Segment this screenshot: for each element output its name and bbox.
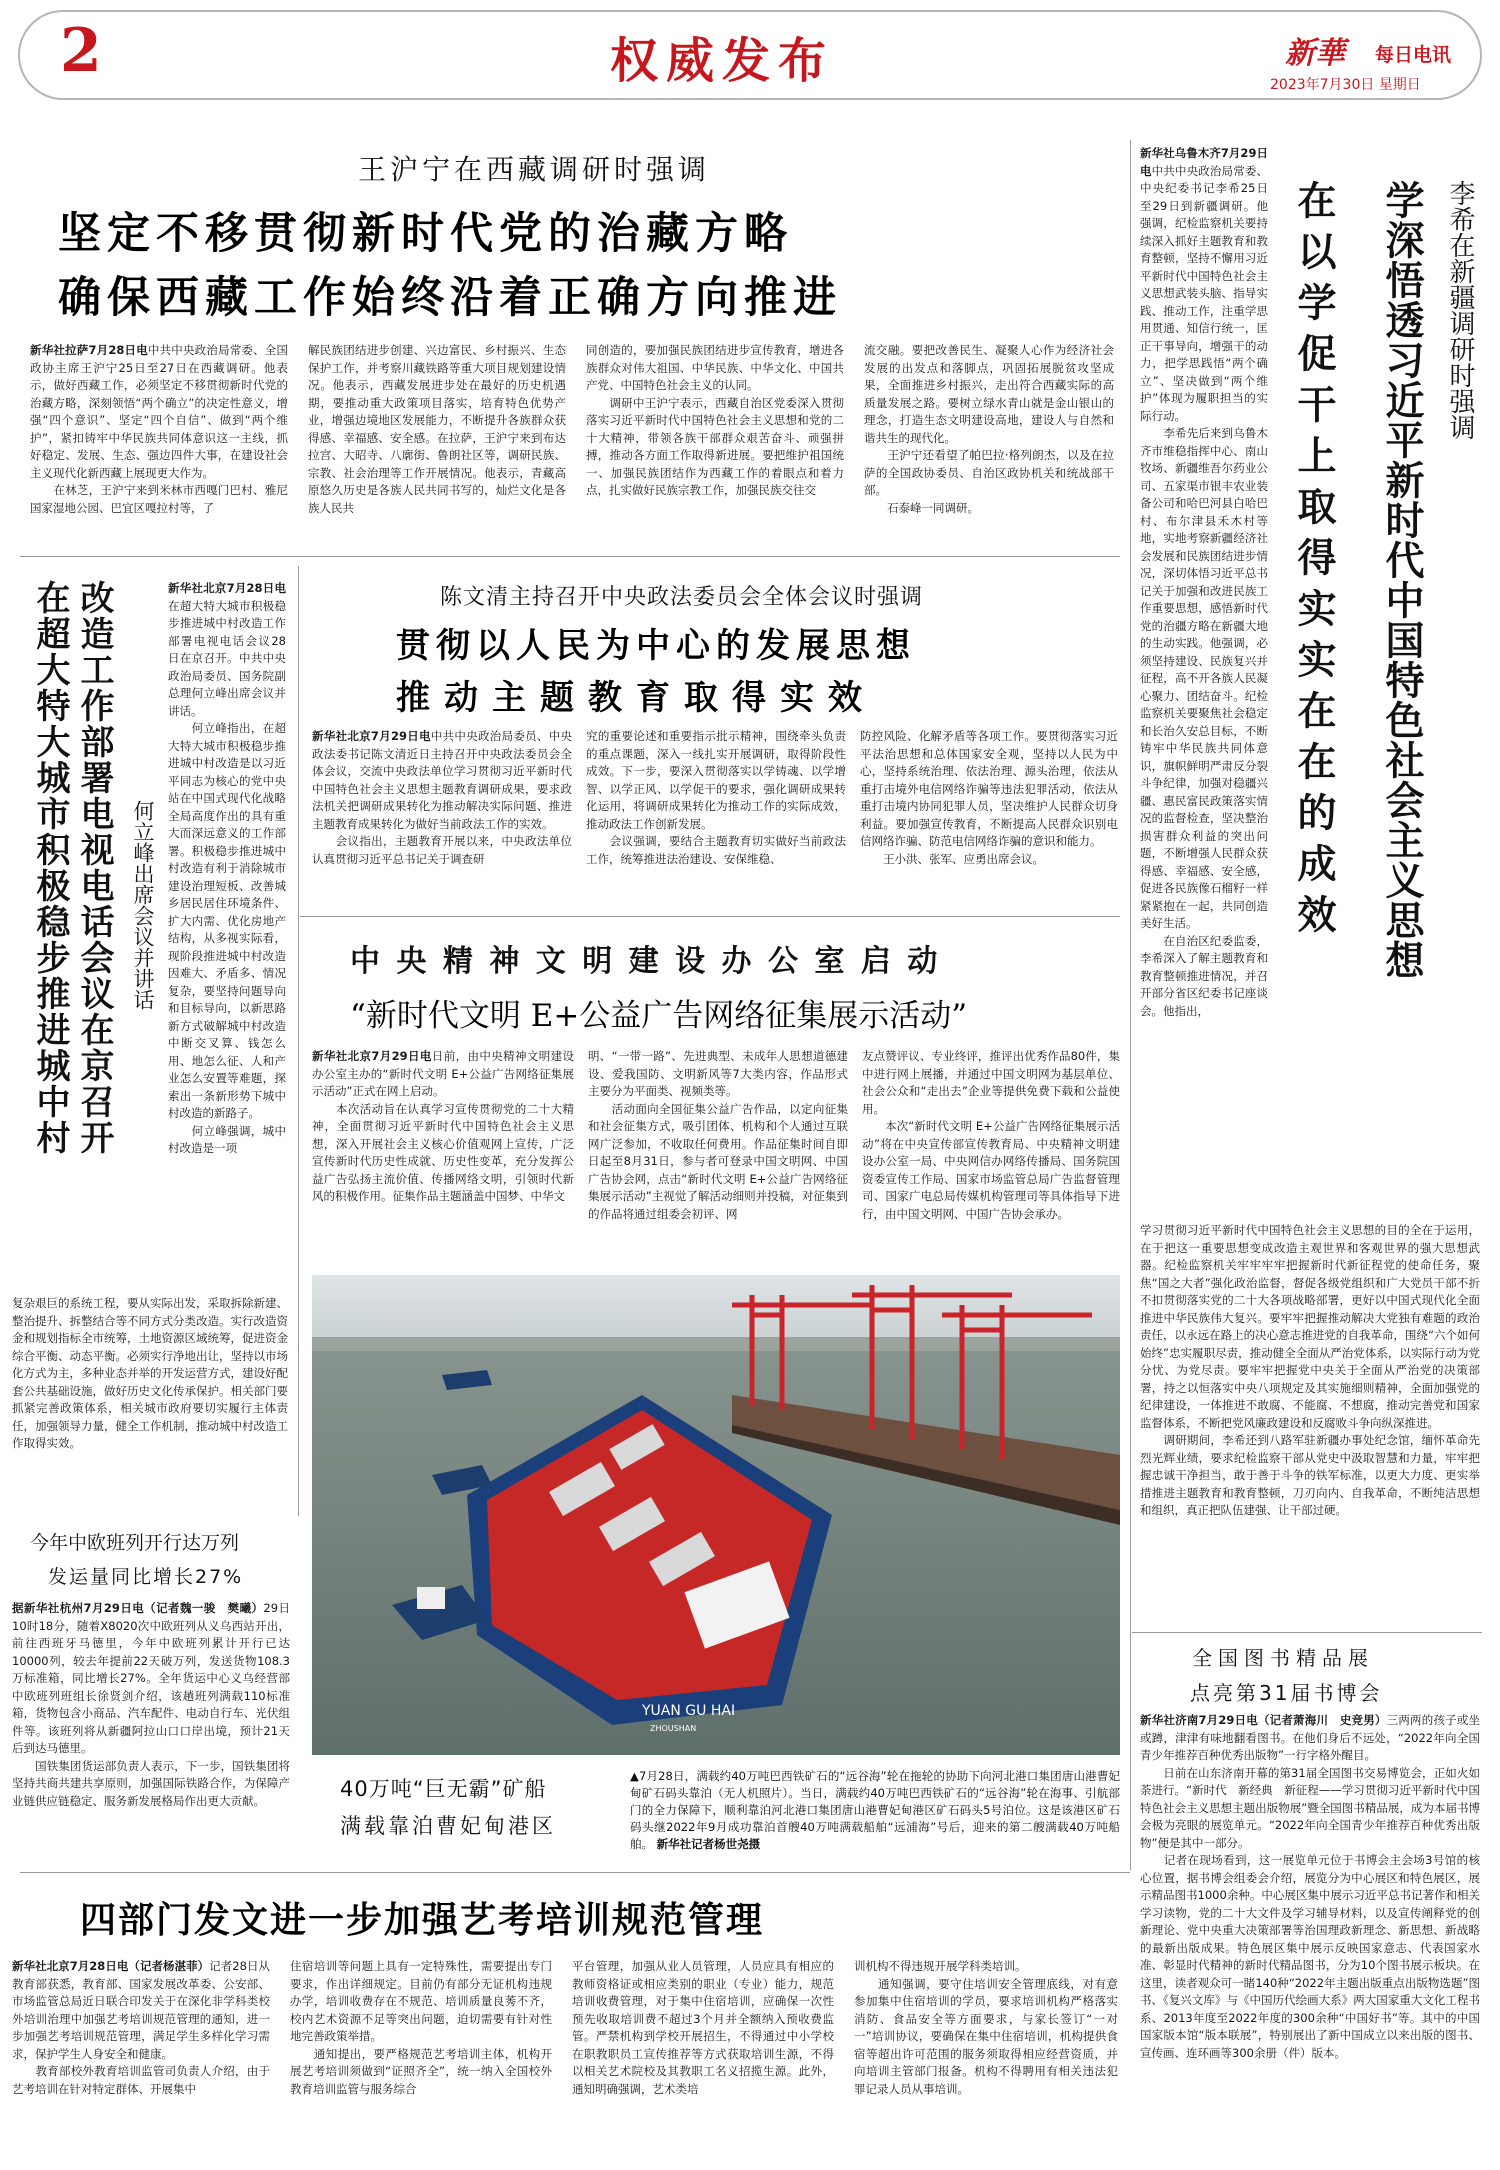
- article7-body-text: 三两两的孩子或坐或蹲，津津有味地翻看图书。在他们身后不远处，“2022年向全国青少年推荐百种优秀出版物”一行字格外醒目。 日前在山东济南开幕的第31届全国图书交易博览会，正如火如荼进行。“新时代 新经典 新征程——学习贯彻习近平新时代中国特色社会主义思想主题出版物展”暨全国图书精品展，成为本届书博会极为亮眼的展览单元。“2022年向全国青少年推荐百种优秀出版物”便是其中一部分。 记者在现场看到，这一展览单元位于书博会主会场3号馆的核心位置，据书博会组委会介绍，展览分为中心展区和特色展区，展示精品图书1000余种。中心展区集中展示习近平总书记著作和相关学习读物，党的二十大文件及学习辅导材料，以及宣传阐释党的创新理论、党中央重大决策部署等治国理政新理念、新思想、新战略的最新出版成果。特色展区集中展示反映国家意志、代表国家水准、彰显时代精神的新时代精品图书，分为10个图书展示板块。在这里，读者观众可一睹140种“2022年主题出版重点出版物选题”图书、《复兴文库》与《中国历代绘画大系》两大国家重大文化工程书系、2013年度至2022年度的300余种“中国好书”等。其中的中国国家版本馆“版本联展”，特别展出了新中国成立以来出版的图书、宣传画、连环画等300余册（件）版本。: [1140, 1713, 1480, 2060]
- article3-headline-line2: 推动主题教育取得实效: [396, 678, 876, 718]
- article8-col3: 平台管理，加强从业人员管理，人员应具有相应的教师资格证或相应类别的职业（专业）能力，规范培训收费管理，对于集中住宿培训，应确保一次性预先收取培训费不超过3个月并全额纳入预收费监管。严禁机构到学校开展招生，不得通过中小学校在职教职员工宣传推荐等方式获取培训生源，不得以相关艺术院校及其教职工名义招揽生源。此外，通知明确强调，艺术类培: [572, 1959, 834, 2096]
- article1-kicker: 王沪宁在西藏调研时强调: [358, 153, 711, 186]
- article3-col1-text: 中共中央政治局委员、中央政法委书记陈文清近日主持召开中央政法委员会全体会议，交流中央政法单位学习贯彻习近平新时代中国特色社会主义思想主题教育调研成果，要求政法机关把调研成果转化为推动解决实际问题、推进主题教育成果转化为做好当前政法工作的实效。 会议指出，主题教育开展以来，中央政法单位认真贯彻习近平总书记关于调查研: [312, 729, 572, 866]
- article6-body-text: 29日10时18分，随着X8020次中欧班列从义乌西站开出，前往西班牙马德里，今年中欧班列累计开行已达10000列，较去年提前22天破万列，发送货物108.3万标准箱，同比增长27%。全年货运中心义乌经营部中欧班列班组长徐贤剑介绍，该趟班列满载110标准箱，货物包含小商品、汽车配件、电动自行车、光伏组件等。该班列将从新疆阿拉山口口岸出境，预计21天后到达马德里。 国铁集团货运部负责人表示，下一步，国铁集团将坚持共商共建共享原则，加强国际铁路合作，为保障产业链供应链稳定、服务新发展格局作出更大贡献。: [12, 1601, 290, 1808]
- article6-dateline: 据新华社杭州7月29日电（记者魏一骏 樊曦）: [12, 1601, 264, 1615]
- article5-col-bottom: 学习贯彻习近平新时代中国特色社会主义思想的目的全在于运用，在于把这一重要思想变成改造主观世界和客观世界的强大思想武器。纪检监察机关牢牢牢牢把握新时代新征程党的使命任务，聚焦“国之大者”强化政治监督，督促各级党组织和广大党员干部不折不扣贯彻落实党的二十大各项战略部署，更好以中国式现代化全面推进中华民族伟大复兴。要牢牢把握推动解决大党独有难题的政治责任，以永远在路上的决心意志推进党的自我革命，围绕“六个如何始终”忠实履职尽责，推动健全全面从严治党体系，以实际行动为党分忧、为党尽责。要牢牢把握党中央关于全面从严治党的决策部署，持之以恒落实中央八项规定及其实施细则精神，全面加强党的纪律建设，一体推进不敢腐、不能腐、不想腐，推动完善党和国家监督体系，不断把党风廉政建设和反腐败斗争向纵深推进。 调研期间，李希还到八路军驻新疆办事处纪念馆，缅怀革命先烈光辉业绩，要求纪检监察干部从党史中汲取智慧和力量，牢牢把握忠诚干净担当，敢于善于斗争的铁军标准，以更大力度、更实举措推进主题教育和教育整顿，刀刃向内、自我革命，不断纯洁思想和组织，真正把队伍建强、让干部过硬。: [1140, 1223, 1480, 1517]
- article1-col2: 解民族团结进步创建、兴边富民、乡村振兴、生态保护工作，并考察川藏铁路等重大项目规划建设情况。他表示，西藏发展进步处在最好的历史机遇期，要推动重大政策项目落实，培育特色优势产业，增强边境地区发展能力，不断提升各族群众获得感、幸福感、安全感。在拉萨，王沪宁来到布达拉宫、大昭寺、八廓街、鲁朗社区等，调研民族、宗教、社会治理等工作开展情况。他表示，青藏高原悠久历史是各族人民共同书写的，灿烂文化是各族人民共: [308, 343, 566, 515]
- photo-caption-text: ▲7月28日，满载约40万吨巴西铁矿石的“远谷海”轮在拖轮的协助下向河北港口集团唐山港曹妃甸矿石码头靠泊（无人机照片）。当日，满载约40万吨巴西铁矿石的“远谷海”轮在海事、引航部门的全力保障下，顺利靠泊河北港口集团唐山港曹妃甸港区矿石码头5号泊位。这是该港区矿石码头继2022年9月成功靠泊首艘40万吨满载船舶“远浦海”号后，迎来的第二艘满载40万吨船舶。: [630, 1769, 1120, 1851]
- photo-caption: [630, 1768, 1120, 1868]
- article7-body: [1140, 1712, 1480, 2162]
- article7-headline-line1: 全国图书精品展: [1192, 1646, 1374, 1670]
- article3-col2: 究的重要论述和重要指示批示精神，围绕牵头负责的重点课题，深入一线扎实开展调研，取得阶段性成效。下一步，要深入贯彻落实以学铸魂、以学增智、以学正风、以学促干的要求，强化调研成果转化运用，将调研成果转化为推动工作的实际成效，推动政法工作创新发展。 会议强调，要结合主题教育切实做好当前政法工作，统筹推进法治建设、安保维稳、: [586, 729, 846, 866]
- article5-col-top: [1140, 145, 1268, 1220]
- photo-title-line2: 满载靠泊曹妃甸港区: [340, 1814, 556, 1838]
- article8-col1: [12, 1958, 270, 2163]
- article2-col-top-text: 在超大特大城市积极稳步推进城中村改造工作部署电视电话会议28日在京召开。中共中央政治局委员、国务院副总理何立峰出席会议并讲话。 何立峰指出，在超大特大城市积极稳步推进城中村改造是以习近平同志为核心的党中央站在中国式现代化战略全局高度作出的具有重大而深远意义的工作部署。积极稳步推进城中村改造有利于消除城市建设治理短板、改善城乡居民居住环境条件、扩大内需、优化房地产结构，从多视实际看，现阶段推进城中村改造因难大、矛盾多、情况复杂，要坚持问题导向和目标导向，以新思路新方式破解城中村改造中断交叉算、钱怎么用、地怎么征、人和产业怎么安置等难题，探索出一条新形势下城中村改造的新路子。 何立峰强调，城中村改造是一项: [168, 598, 286, 1155]
- divider: [1132, 1632, 1482, 1633]
- article3-dateline: 新华社北京7月29日电: [312, 729, 431, 743]
- article1-dateline: 新华社拉萨7月28日电: [30, 343, 148, 357]
- ship-port-text: ZHOUSHAN: [650, 1724, 697, 1733]
- article1-col1-text: 中共中央政治局常委、全国政协主席王沪宁25日至27日在西藏调研。他表示，做好西藏工作，必须坚定不移贯彻新时代党的治藏方略，深刻领悟“两个确立”的决定性意义，增强“四个意识”、坚定“四个自信”、做到“两个维护”，紧扣铸牢中华民族共同体意识这一主线，抓好稳定、发展、生态、强边四件大事，在建设社会主义现代化新西藏上展现更大作为。 在林芝，王沪宁来到米林市西嘎门巴村、雅尼国家湿地公园、巴宜区嘎拉村等，了: [30, 343, 288, 515]
- article7-dateline: 新华社济南7月29日电（记者萧海川 史竞男）: [1140, 1713, 1387, 1727]
- article3-col3: 防控风险、化解矛盾等各项工作。要贯彻落实习近平法治思想和总体国家安全观，坚持以人民为中心，坚持系统治理、依法治理、源头治理，依法从重打击境外电信网络诈骗等违法犯罪活动，依法从重打击境内协同犯罪人员，坚决维护人民群众切身利益。要加强宣传教育，不断提高人民群众识别电信网络诈骗、防范电信网络诈骗的意识和能力。 王小洪、张军、应勇出席会议。: [860, 729, 1118, 866]
- article4-col2: 明、“一带一路”、先进典型、未成年人思想道德建设、爱我国防、文明新风等7大类内容，作品形式主要分为平面类、视频类等。 活动面向全国征集公益广告作品，以定向征集和社会征集方式，吸引团体、机构和个人通过互联网广泛参加，不收取任何费用。作品征集时间自即日起至8月31日，参与者可登录中国文明网、中国广告协会网，点击“新时代文明 E+公益广告网络征集展示活动”主视觉了解活动细则并投稿，对征集到的作品将通过组委会初评、网: [588, 1049, 848, 1221]
- article4-dateline: 新华社北京7月29日电: [312, 1049, 432, 1063]
- article5-headline-left: 在以学促干上取得实实在在的成效: [1291, 180, 1337, 945]
- article4-headline: “新时代文明 E+公益广告网络征集展示活动”: [350, 998, 968, 1034]
- divider: [298, 566, 299, 1516]
- photo-credit: 新华社记者杨世尧摄: [656, 1837, 761, 1851]
- article1-headline-line1: 坚定不移贯彻新时代党的治藏方略: [58, 209, 793, 259]
- article2-headline: 改造工作部署电视电话会议在京召开: [74, 580, 114, 1156]
- article4-col3: 友点赞评议、专业终评，推评出优秀作品80件，集中进行网上展播，并通过中国文明网为基层单位、社会公众和“走出去”企业等提供免费下载和公益使用。 本次“新时代文明 E+公益广告网络征集展示活动”将在中央宣传部宣传教育局、中央精神文明建设办公室一局、中央网信办网络传播局、国务院国资委宣传工作局、国家市场监管总局广告监督管理司、国家广电总局传媒机构管理司等具体指导下进行，由中国文明网、中国广告协会承办。: [862, 1049, 1120, 1221]
- article5-headline-right: 学深悟透习近平新时代中国特色社会主义思想: [1379, 180, 1425, 980]
- ship-illustration: [312, 1275, 1120, 1755]
- divider: [20, 1872, 1130, 1873]
- ship-name-text: YUAN GU HAI: [642, 1703, 736, 1719]
- article3-col1: [312, 728, 572, 908]
- article1-col4: 流交融。要把改善民生、凝聚人心作为经济社会发展的出发点和落脚点，巩固拓展脱贫攻坚成果，全面推进乡村振兴，走出符合西藏实际的高质量发展之路。要树立绿水青山就是金山银山的理念，打造生态文明建设高地，建设人与自然和谐共生的现代化。 王沪宁还看望了帕巴拉·格列朗杰，以及在拉萨的全国政协委员、自治区政协机关和统战部干部。 石泰峰一同调研。: [864, 343, 1114, 515]
- article8-col4: 训机构不得违规开展学科类培训。 通知强调，要守住培训安全管理底线，对有意参加集中住宿培训的学员，要求培训机构严格落实消防、食品安全等方面要求，与家长签订“一对一”培训协议，要确保在集中住宿培训，机构提供食宿等超出许可范围的服务须取得相应经营资质，并向培训主管部门报备。机构不得聘用有相关违法犯罪记录人员从事培训。: [854, 1959, 1118, 2096]
- article2-dateline: 新华社北京7月28日电: [168, 581, 286, 595]
- divider: [300, 916, 1120, 917]
- article2-col-top: [168, 580, 286, 1290]
- article1-col1: [30, 342, 288, 542]
- article5-dateline: 新华社乌鲁木齐7月29日电: [1140, 146, 1268, 178]
- divider: [20, 556, 1120, 557]
- article2-subhead: 何立峰出席会议并讲话: [131, 800, 155, 1010]
- article1-headline-line2: 确保西藏工作始终沿着正确方向推进: [58, 273, 842, 323]
- article3-headline-line1: 贯彻以人民为中心的发展思想: [396, 626, 916, 666]
- port-photo: [312, 1275, 1120, 1755]
- section-title: 权威发布: [610, 33, 835, 89]
- brand-logo: 新華: [1285, 36, 1345, 71]
- article7-headline-line2: 点亮第31届书博会: [1190, 1681, 1383, 1705]
- article5-kicker: 李希在新疆调研时强调: [1445, 180, 1475, 440]
- page-number: 2: [60, 16, 102, 86]
- article4-col1: [312, 1048, 574, 1266]
- article2-col-bottom: 复杂艰巨的系统工程，要从实际出发，采取拆除新建、整治提升、拆整结合等不同方式分类改造。实行改造资金和规划指标全市统筹，土地资源区域统筹，促进资金综合平衡、动态平衡。必须实行净地出让，坚持以市场化方式为主，多种业态并举的开发运营方式，建设好配套公共基础设施，做好历史文化传承保护。相关部门要抓紧完善政策体系，相关城市政府要切实履行主体责任，加强领导力量，健全工作机制，推动城中村改造工作取得实效。: [12, 1296, 288, 1450]
- article8-dateline: 新华社北京7月28日电（记者杨湛菲）: [12, 1959, 210, 1973]
- article8-col1-text: 记者28日从教育部获悉，教育部、国家发展改革委、公安部、市场监管总局近日联合印发关于在深化非学科类校外培训治理中加强艺考培训规范管理的通知，进一步加强艺考培训规范管理，满足学生多样化学习需求，保护学生人身安全和健康。 教育部校外教育培训监管司负责人介绍，由于艺考培训在针对特定群体、开展集中: [12, 1959, 270, 2096]
- article5-col-top-text: 中共中央政治局常委、中央纪委书记李希25日至29日到新疆调研。他强调，纪检监察机关要持续深入抓好主题教育和教育整顿，坚持不懈用习近平新时代中国特色社会主义思想武装头脑、指导实践、推动工作，注重学思用贯通、知信行统一，匡正干事导向，增强干的动力，把学思践悟“两个确立”、坚决做到“两个维护”体现为履职担当的实际行动。 李希先后来到乌鲁木齐市维稳指挥中心、南山牧场、新疆维吾尔药业公司、五家渠市银丰农业装备公司和哈巴河县白哈巴村、布尔津县禾木村等地，实地考察新疆经济社会发展和民族团结进步情况，深切体悟习近平总书记关于加强和改进民族工作重要思想，感悟新时代党的治疆方略在新疆大地的生动实践。他强调，必须坚持建设、民族复兴并征程，高不开各族人民凝心聚力、团结奋斗。纪检监察机关要聚焦社会稳定和长治久安总目标，不断铸牢中华民族共同体意识，旗帜鲜明严肃反分裂斗争纪律，加强对稳疆兴疆、惠民富民政策落实情况的监督检查，坚决整治损害群众利益的突出问题，不断增强人民群众获得感、幸福感、安全感，促进各民族像石榴籽一样紧紧抱在一起，共同创造美好生活。 在自治区纪委监委，李希深入了解主题教育和教育整顿推进情况，并召开部分省区纪委书记座谈会。他指出，: [1140, 163, 1268, 1018]
- article4-col1-text: 日前，由中央精神文明建设办公室主办的“新时代文明 E+公益广告网络征集展示活动”正式在网上启动。 本次活动旨在认真学习宣传贯彻党的二十大精神，全面贯彻习近平新时代中国特色社会主义思想，深入开展社会主义核心价值观网上宣传，广泛宣传新时代历史性成就、历史性变革，充分发挥公益广告弘扬主流价值、传播网络文明，引领时代新风的积极作用。征集作品主题涵盖中国梦、中华文: [312, 1049, 574, 1203]
- article2-headline-line2: 在超大特大城市积极稳步推进城中村: [30, 580, 70, 1156]
- article6-headline-line2: 发运量同比增长27%: [48, 1566, 244, 1588]
- divider: [1130, 140, 1131, 1870]
- article4-kicker: 中 央 精 神 文 明 建 设 办 公 室 启 动: [350, 944, 941, 979]
- article8-headline: 四部门发文进一步加强艺考培训规范管理: [80, 1899, 765, 1941]
- article6-headline-line1: 今年中欧班列开行达万列: [30, 1532, 240, 1554]
- photo-title-line1: 40万吨“巨无霸”矿船: [340, 1777, 547, 1801]
- article6-body: [12, 1600, 290, 1870]
- issue-date: 2023年7月30日 星期日: [1270, 77, 1421, 93]
- article8-col2: 住宿培训等问题上具有一定特殊性，需要提出专门要求，作出详细规定。目前仍有部分无证机构违规办学，培训收费存在不规范、培训质量良莠不齐，校内艺术资源不足等突出问题，迫切需要有针对性地完善政策举措。 通知提出，要严格规范艺考培训主体，机构开展艺考培训须做到“证照齐全”，统一纳入全国校外教育培训监管与服务综合: [290, 1959, 552, 2096]
- brand-subtitle: 每日电讯: [1375, 44, 1452, 66]
- article3-kicker: 陈文清主持召开中央政法委员会全体会议时强调: [440, 585, 924, 610]
- article1-col3: 同创造的，要加强民族团结进步宣传教育，增进各族群众对伟大祖国、中华民族、中华文化、中国共产党、中国特色社会主义的认同。 调研中王沪宁表示，西藏自治区党委深入贯彻落实习近平新时代中国特色社会主义思想和党的二十大精神，带领各族干部群众艰苦奋斗、顽强拼搏，推动各方面工作取得新进展。要把维护祖国统一、加强民族团结作为西藏工作的着眼点和着力点，扎实做好民族宗教工作，加强民族交往交: [586, 343, 844, 497]
